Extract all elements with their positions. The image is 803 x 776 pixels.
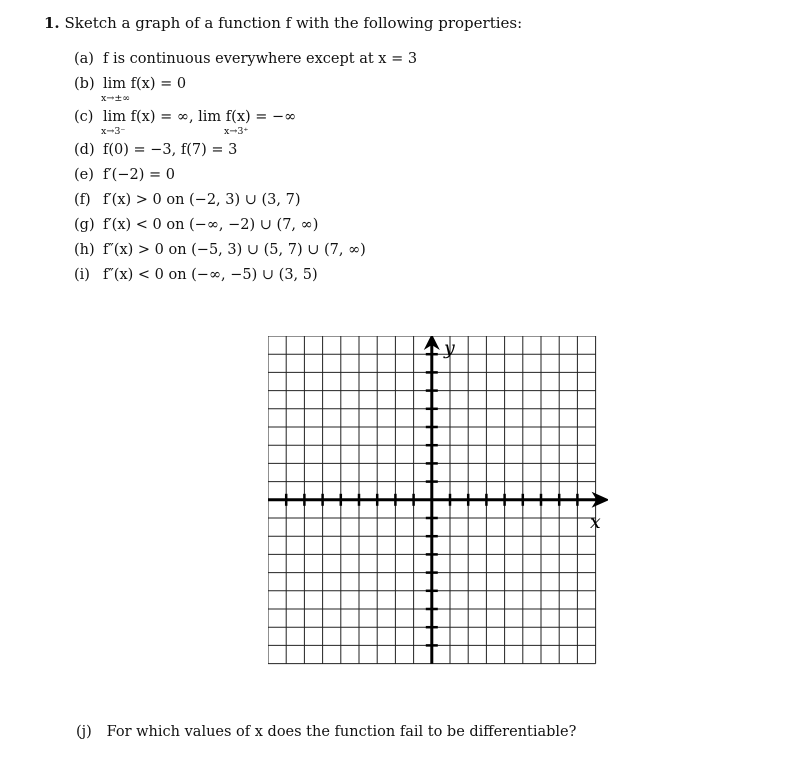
property-i: (i) f″(x) < 0 on (−∞, −5) ∪ (3, 5)	[74, 267, 318, 283]
property-e: (e) f′(−2) = 0	[74, 167, 175, 183]
limit-subscript-left: x→3⁻	[101, 126, 126, 137]
property-b: (b) lim f(x) = 0 x→±∞	[74, 76, 187, 104]
property-d: (d) f(0) = −3, f(7) = 3	[74, 142, 238, 158]
question-header	[44, 14, 522, 32]
question-prompt: Sketch a graph of a function f with the following properties:	[64, 14, 523, 32]
property-c: (c) lim f(x) = ∞, lim f(x) = −∞ x→3⁻ x→3⁺	[74, 109, 297, 137]
property-a: (a) f is continuous everywhere except at x = 3	[74, 51, 418, 67]
property-g: (g) f′(x) < 0 on (−∞, −2) ∪ (7, ∞)	[74, 217, 319, 233]
coordinate-grid	[268, 336, 600, 668]
limit-subscript: x→±∞	[101, 93, 131, 104]
part-j	[76, 724, 576, 740]
x-axis-label: x	[590, 511, 601, 533]
property-f: (f) f′(x) > 0 on (−2, 3) ∪ (3, 7)	[74, 192, 301, 208]
property-h: (h) f″(x) > 0 on (−5, 3) ∪ (5, 7) ∪ (7, ∞)	[74, 242, 366, 258]
part-j-text: For which values of x does the function fail to be differentiable?	[106, 724, 577, 740]
limit-subscript-right: x→3⁺	[224, 126, 249, 137]
y-axis-label: y	[444, 337, 455, 359]
property-list	[74, 47, 594, 288]
grid-svg	[268, 336, 608, 676]
part-j-label: (j)	[76, 724, 92, 740]
question-number: 1.	[44, 14, 60, 32]
axes	[268, 336, 608, 664]
